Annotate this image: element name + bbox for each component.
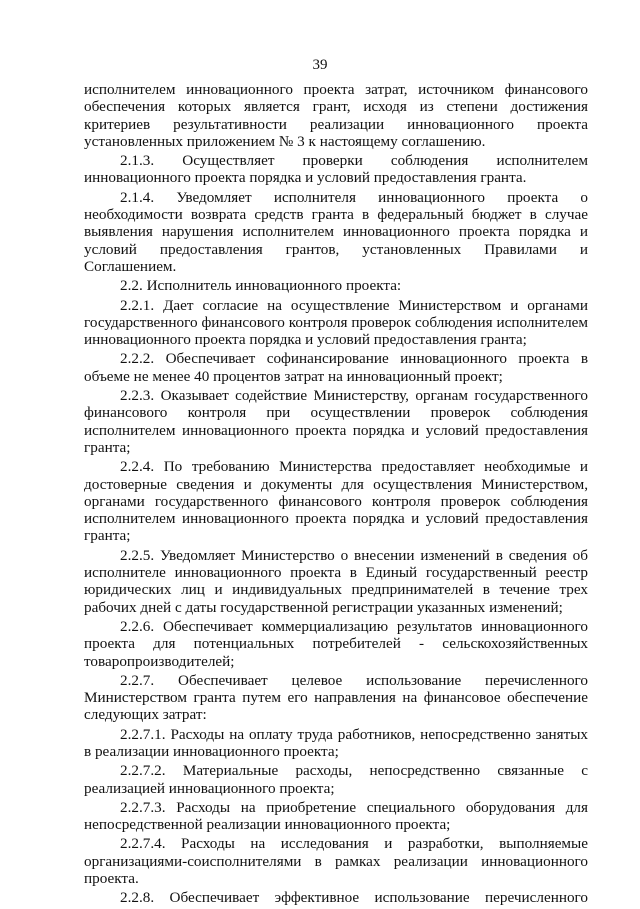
paragraph-2-1-4: 2.1.4. Уведомляет исполнителя инновационного проекта о необходимости возврата средств гранта в федеральный бюджет в случае выявления нарушения исполнителем инновационного проекта порядка и условий предоставления грантов, установленных Правилами и Соглашением. (84, 188, 588, 275)
paragraph-2-2-3: 2.2.3. Оказывает содействие Министерству, органам государственного финансового контроля при осуществлении проверок соблюдения исполнителем инновационного проекта порядка и условий предоставления гранта; (84, 387, 588, 456)
paragraph-2-2: 2.2. Исполнитель инновационного проекта: (120, 277, 402, 295)
paragraph-2-2-2: 2.2.2. Обеспечивает софинансирование инновационного проекта в объеме не менее 40 процентов затрат на инновационный проект; (84, 350, 588, 385)
paragraph-2-2-5: 2.2.5. Уведомляет Министерство о внесении изменений в сведения об исполнителе инновационного проекта в Единый государственный реестр юридических лиц и индивидуальных предпринимателей в течение трех рабочих дней с даты государственной регистрации указанных изменений; (84, 546, 588, 616)
paragraph-2-2-1: 2.2.1. Дает согласие на осуществление Министерством и органами государственного финансового контроля проверок соблюдения исполнителем инновационного проекта порядка и условий предоставления гранта; (84, 296, 588, 349)
paragraph-2-2-6: 2.2.6. Обеспечивает коммерциализацию результатов инновационного проекта для потенциальных потребителей - сельскохозяйственных товаропроизводителей; (84, 617, 588, 670)
paragraph-2-2-7-1: 2.2.7.1. Расходы на оплату труда работников, непосредственно занятых в реализации инновационного проекта; (84, 725, 588, 760)
paragraph-2-1-3: 2.1.3. Осуществляет проверки соблюдения исполнителем инновационного проекта порядка и условий предоставления гранта. (84, 152, 588, 187)
document-body (84, 81, 588, 909)
paragraph-2-2-8: 2.2.8. Обеспечивает эффективное использование перечисленного (120, 889, 588, 907)
paragraph-2-2-7-3: 2.2.7.3. Расходы на приобретение специального оборудования для непосредственной реализации инновационного проекта; (84, 798, 588, 834)
page-number: 39 (312, 57, 328, 73)
paragraph-2-2-7: 2.2.7. Обеспечивает целевое использование перечисленного Министерством гранта путем его направления на финансовое обеспечение следующих затрат: (84, 671, 588, 724)
paragraph-2-2-7-2: 2.2.7.2. Материальные расходы, непосредственно связанные с реализацией инновационного проекта; (84, 762, 588, 797)
paragraph-intro-continuation: исполнителем инновационного проекта затрат, источником финансового обеспечения которых является грант, исходя из степени достижения критериев результативности реализации инновационного проекта установленных приложением № 3 к настоящему соглашению. (84, 81, 588, 150)
paragraph-2-2-7-4: 2.2.7.4. Расходы на исследования и разработки, выполняемые организациями-соисполнителями в рамках реализации инновационного проекта. (84, 835, 588, 888)
paragraph-2-2-4: 2.2.4. По требованию Министерства предоставляет необходимые и достоверные сведения и документы для осуществления Министерством, органами государственного финансового контроля проверок соблюдения исполнителем инновационного проекта порядка и условий предоставления гранта; (84, 458, 588, 545)
